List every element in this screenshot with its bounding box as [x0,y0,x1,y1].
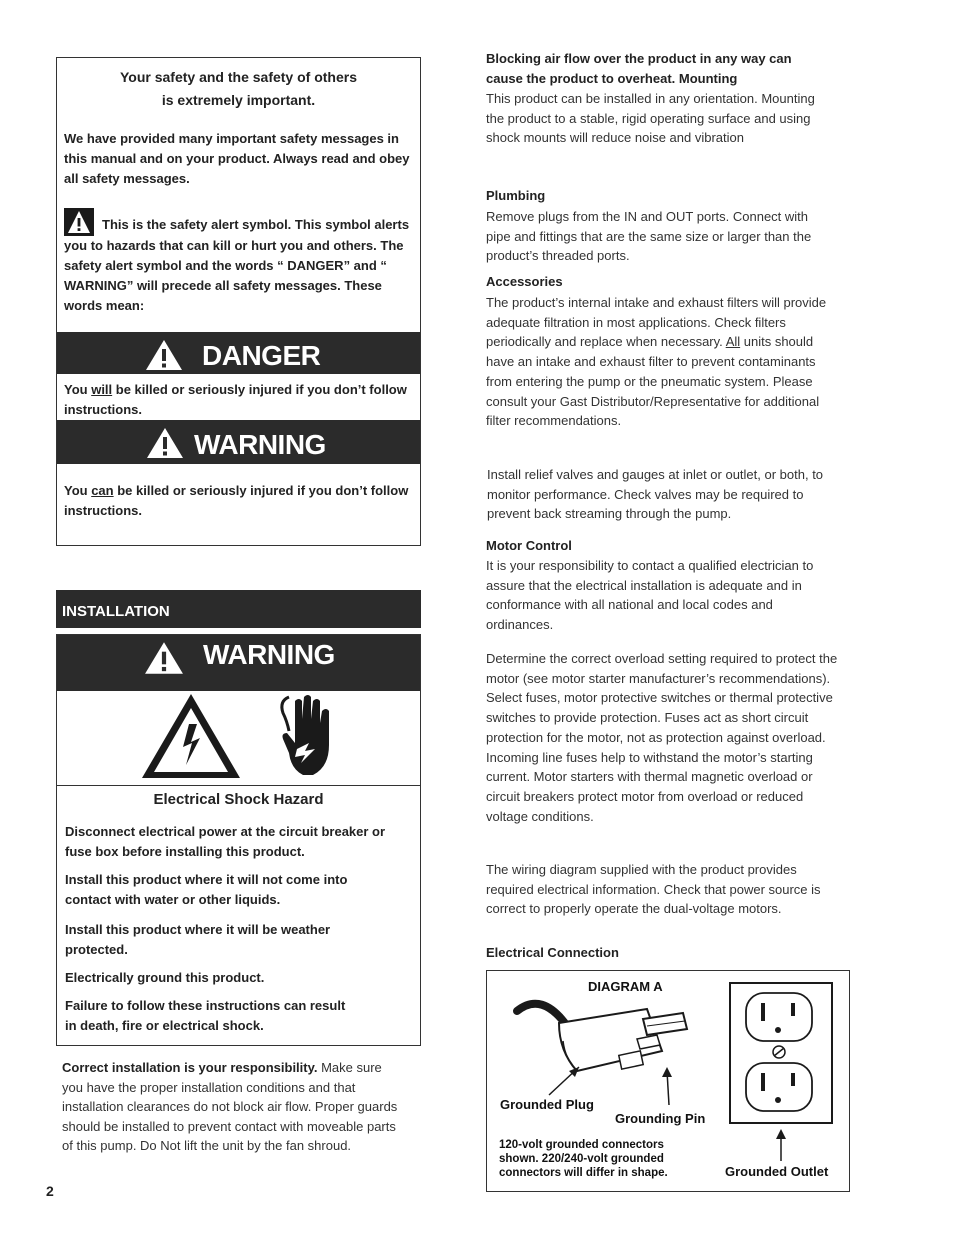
electric-hazard-icon [139,691,243,781]
warning-banner [57,420,420,464]
danger-meaning: You will be killed or seriously injured if you don’t follow instructions. [64,382,407,417]
warning-word: WARNING [194,429,326,460]
warning-icon [146,427,184,459]
danger-word: DANGER [202,340,321,371]
install-warning-banner [57,635,420,691]
install-warning-word: WARNING [203,639,335,670]
mounting-text: This product can be installed in any orientation. Mounting the product to a stable, rigid operating surface and using shock mounts will reduce noise and vibration [486,91,815,146]
page-number: 2 [46,1183,54,1199]
safety-heading-line1: Your safety and the safety of others [119,69,357,85]
connector-note: 120-volt grounded connectors shown. 220/240-volt grounded connectors will differ in shape. [499,1139,668,1179]
diagram-title: DIAGRAM A [588,979,663,994]
accessories-text: The product’s internal intake and exhaust filters will provide adequate filtration in most applications. Check filters periodically and replace when necessary. All units should have an intake and exhaust filter to prevent contaminants from entering the pump or the pneumatic system. Please consult your Gast Distributor/Representative for additional filter recommendations. [486,295,827,429]
motor-control-heading: Motor Control [486,538,572,553]
danger-warning-icon [145,339,183,371]
accessories-heading: Accessories [486,274,563,289]
relief-valves-text: Install relief valves and gauges at inlet or outlet, or both, to monitor performance. Check valves may be required to prevent back streaming through the pump. [487,467,824,522]
safety-intro: We have provided many important safety messages in this manual and on your product. Always read and obey all safety messages. [64,131,410,186]
hazard-instruction-3: Install this product where it will be weather protected. [65,922,331,957]
shock-hand-icon [269,691,341,779]
grounding-pin-label: Grounding Pin [615,1111,706,1126]
plumbing-heading: Plumbing [486,188,546,203]
hazard-instruction-1: Disconnect electrical power at the circuit breaker or fuse box before installing this product. [65,824,386,859]
diagram-a [486,970,850,1192]
motor-control-text-1: It is your responsibility to contact a qualified electrician to assure that the electrical installation is adequate and in conformance with all national and local codes and ordinances. [486,558,814,633]
safety-alert-text: This is the safety alert symbol. This symbol alerts you to hazards that can kill or hurt you and others. The safety alert symbol and the words “ DANGER” and “ WARNING” will precede all safety messages. These words mean: [64,217,410,313]
plumbing-text: Remove plugs from the IN and OUT ports. Connect with pipe and fittings that are the same size or larger than the product’s threaded ports. [486,209,812,264]
safety-alert-paragraph [64,208,414,316]
safety-alert-icon [64,208,94,236]
mounting-warning: Blocking air flow over the product in any way can cause the product to overheat. Mounting [486,51,792,86]
safety-heading [57,66,420,112]
grounded-outlet-label: Grounded Outlet [725,1164,829,1179]
hazard-title: Electrical Shock Hazard [153,791,324,808]
safety-box [56,57,421,546]
warning-meaning: You can be killed or seriously injured if you don’t follow instructions. [64,483,409,518]
install-warning-icon [144,641,184,675]
installation-section-title: INSTALLATION [56,590,421,628]
wiring-diagram-text: The wiring diagram supplied with the product provides required electrical information. Check that power source is correct to properly operate the dual-voltage motors. [486,862,821,917]
motor-control-text-2: Determine the correct overload setting required to protect the motor (see motor starter manufacturer’s recommendations). Select fuses, motor protective switches or thermal protective switches to provide protection. Fuses act as short circuit protection for the motor, not as protection against overload. Incoming line fuses help to withstand the motor’s starting current. Motor starters with thermal magnetic overload or circuit breakers protect motor from overload or reduced voltage conditions. [486,651,838,824]
hazard-instruction-2: Install this product where it will not come into contact with water or other liquids. [65,872,348,907]
electrical-connection-heading: Electrical Connection [486,945,619,960]
install-warning-box [56,634,421,1046]
danger-banner [57,332,420,374]
hazard-instruction-4: Electrically ground this product. [65,970,265,985]
safety-heading-line2: is extremely important. [161,92,316,108]
hazard-instruction-5: Failure to follow these instructions can result in death, fire or electrical shock. [65,998,346,1033]
grounded-plug-label: Grounded Plug [500,1097,594,1112]
correct-installation-paragraph: Correct installation is your responsibility. Make sure you have the proper installation conditions and that installation clearances do not block air flow. Proper guards should be installed to prevent contact with moveable parts of this pump. Do Not lift the unit by the fan shroud. [62,1060,398,1154]
hazard-icons [57,691,420,786]
